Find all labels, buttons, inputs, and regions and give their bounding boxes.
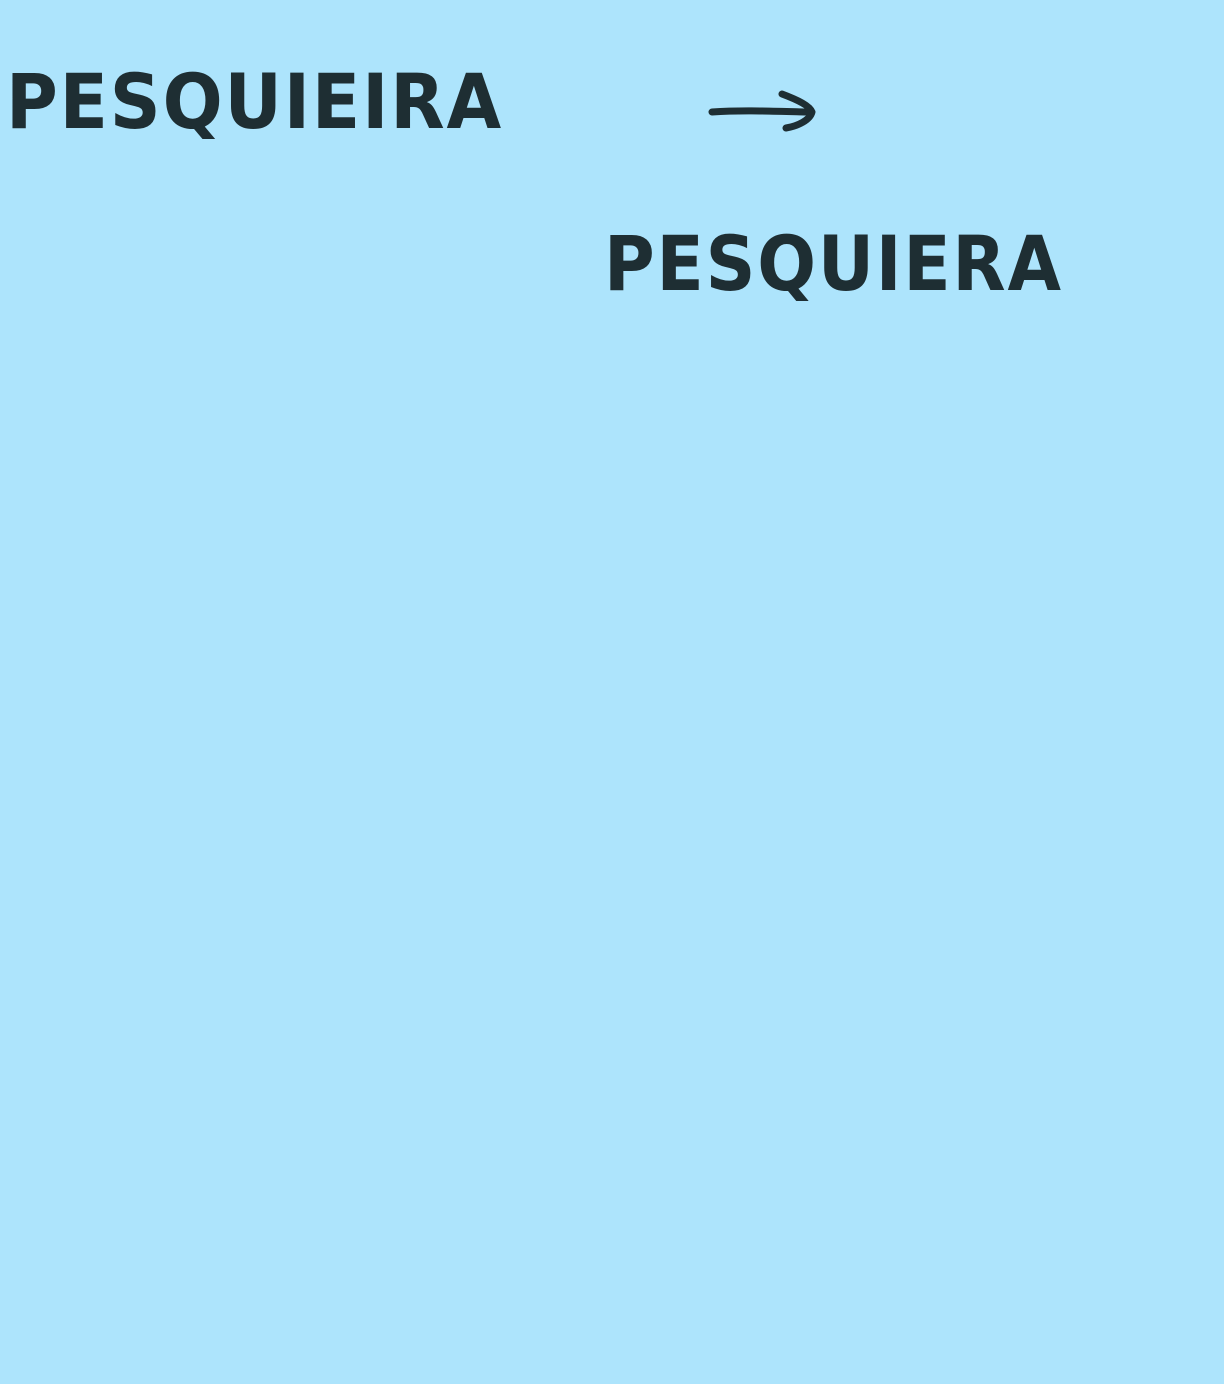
corrected-word: PESQUIERA	[604, 219, 1063, 308]
right-arrow-icon	[706, 86, 818, 136]
original-word: PESQUIEIRA	[6, 57, 504, 146]
